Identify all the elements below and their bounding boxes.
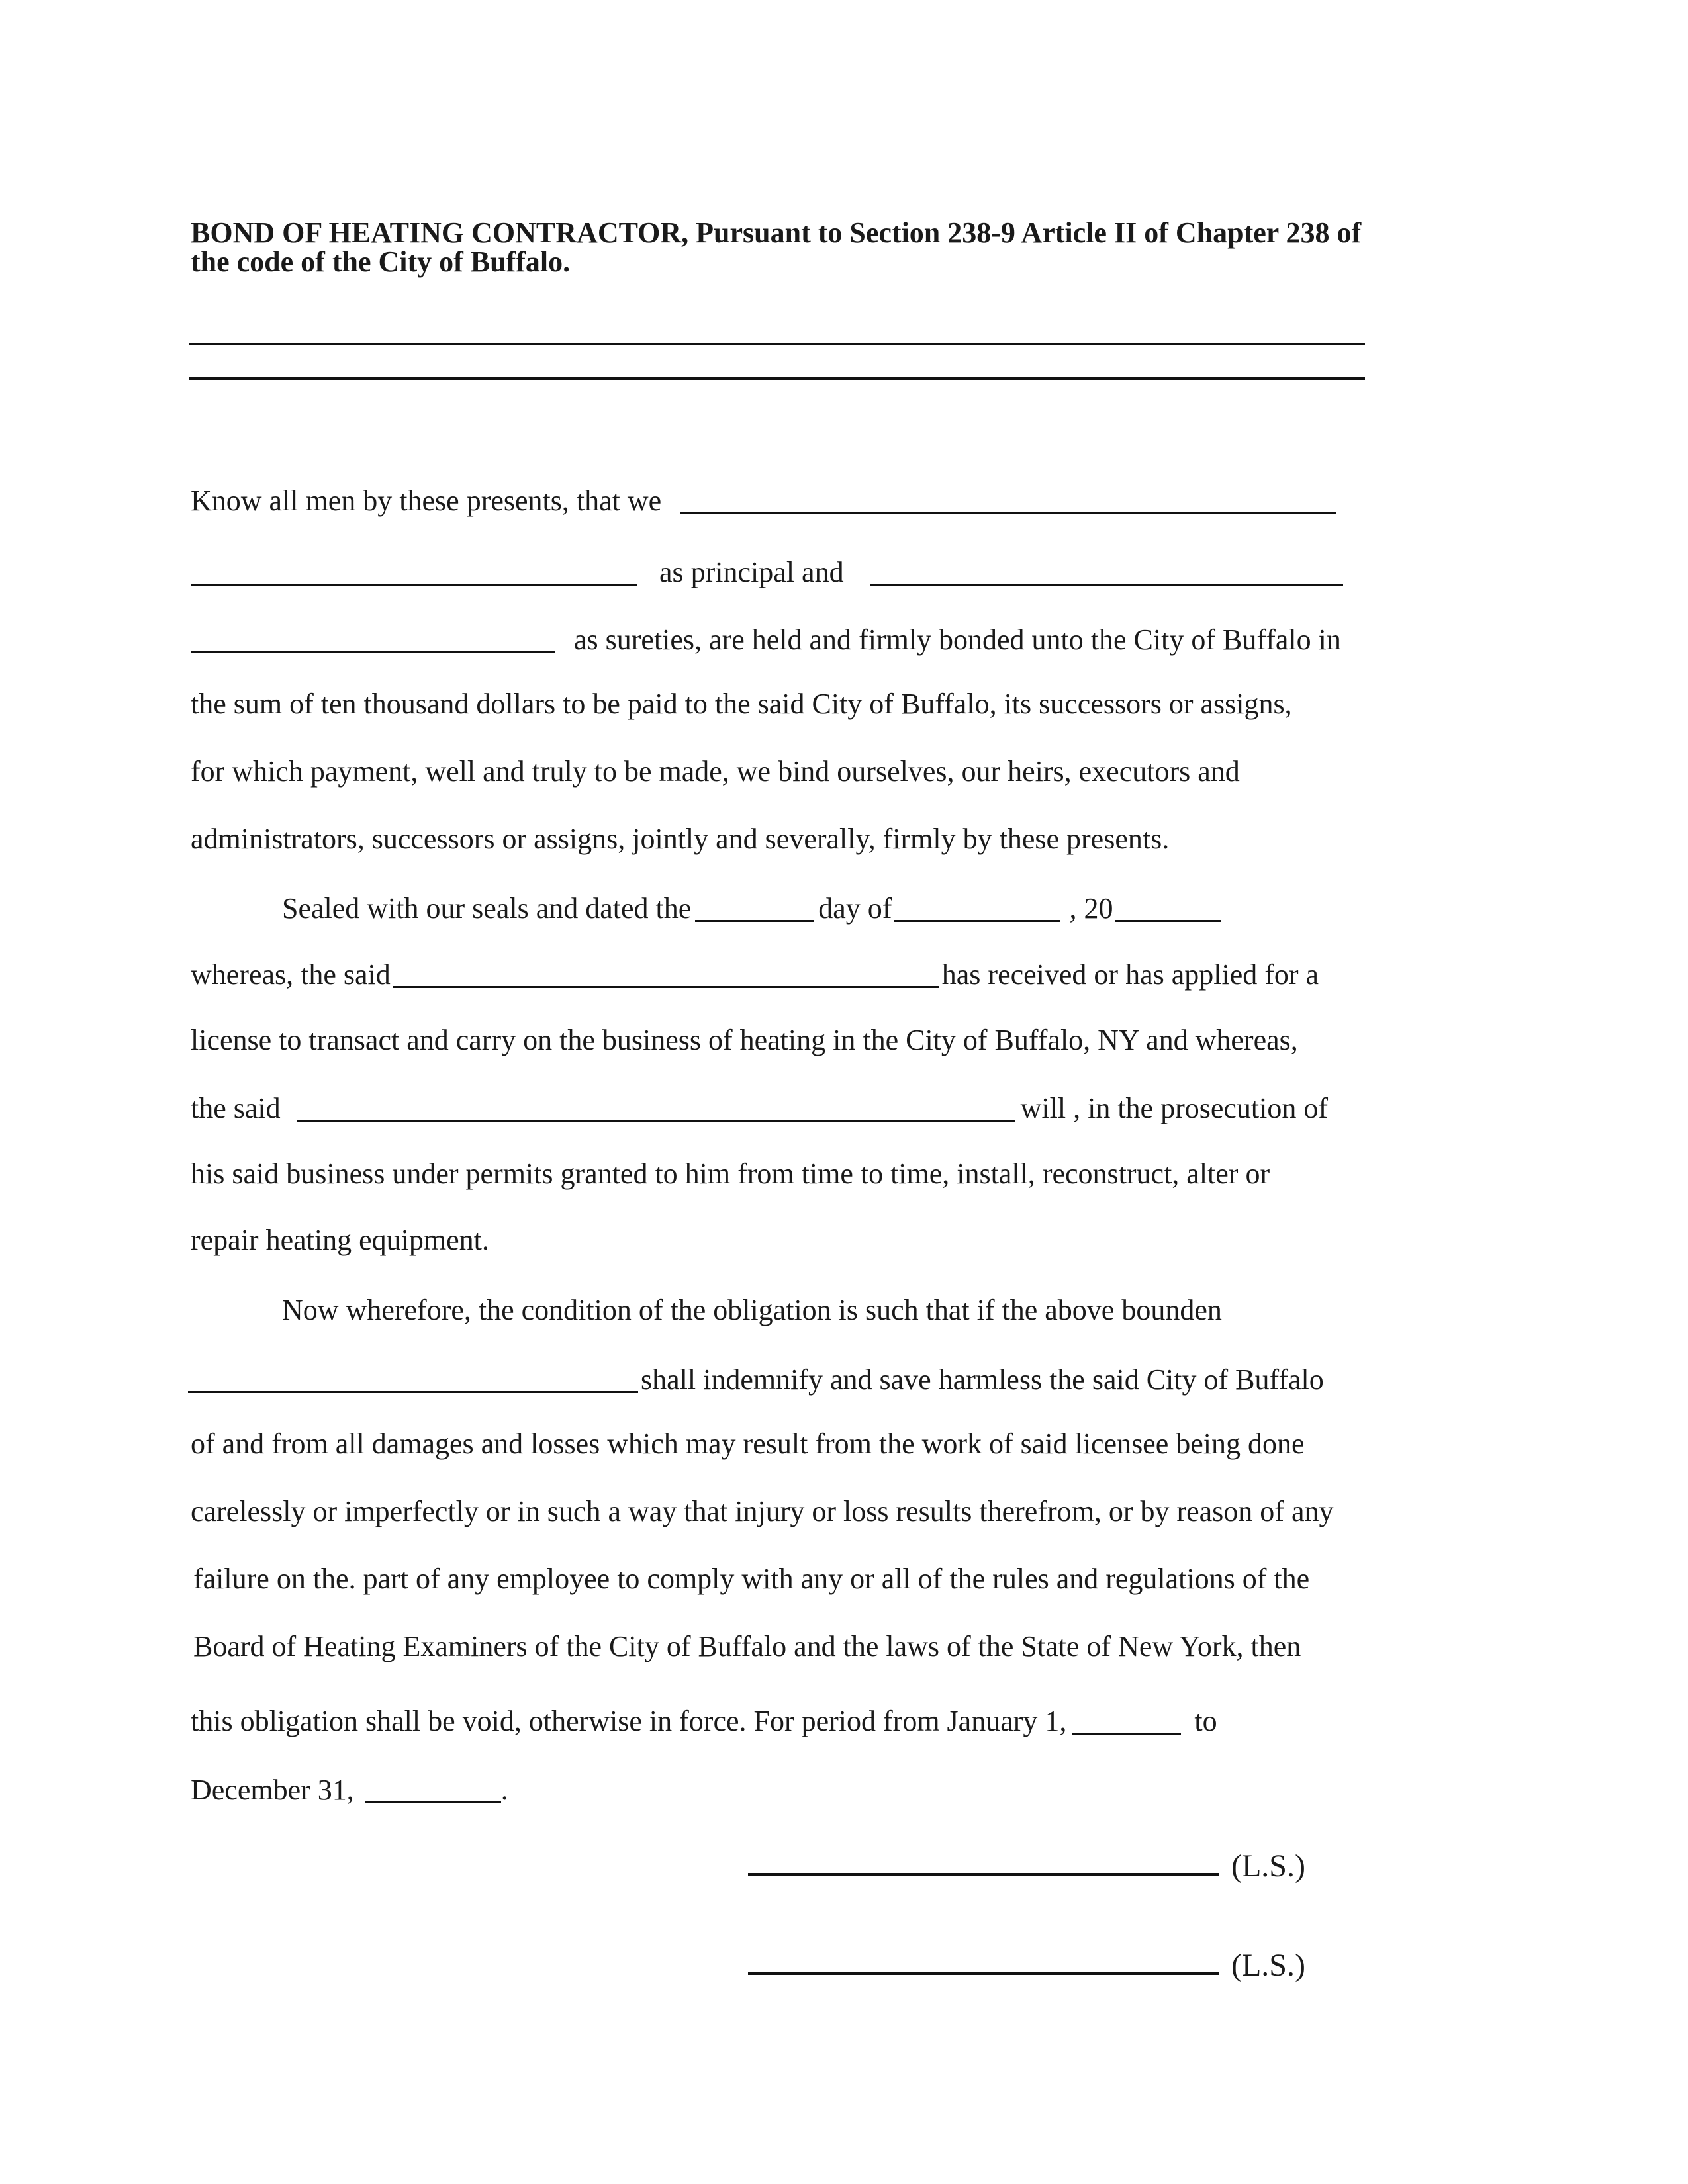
surety-name-blank-2[interactable] (191, 622, 555, 653)
body-line: Board of Heating Examiners of the City of Buffalo and the laws of the State of New York, then (193, 1630, 1301, 1662)
body-line: his said business under permits granted to him from time to time, install, reconstruct, alter or (191, 1158, 1270, 1190)
body-line: Now wherefore, the condition of the obligation is such that if the above bounden (282, 1294, 1222, 1326)
body-line: failure on the. part of any employee to comply with any or all of the rules and regulations of the (193, 1563, 1310, 1595)
body-line: whereas, the said has received or has applied for a (191, 958, 1319, 991)
seal-label-1: (L.S.) (1231, 1848, 1305, 1884)
seal-label-2: (L.S.) (1231, 1948, 1305, 1983)
document-title (191, 218, 1369, 277)
body-line: carelessly or imperfectly or in such a way that injury or loss results therefrom, or by reason of any (191, 1495, 1334, 1527)
header-rule-2 (189, 377, 1365, 380)
bounden-name-blank[interactable] (188, 1362, 638, 1393)
principal-name-blank[interactable] (680, 483, 1336, 514)
body-line: for which payment, well and truly to be made, we bind ourselves, our heirs, executors and (191, 755, 1240, 788)
body-line: repair heating equipment. (191, 1224, 489, 1256)
licensee-name-blank-2[interactable] (297, 1091, 1015, 1122)
licensee-name-blank[interactable] (393, 957, 939, 988)
header-rule-1 (189, 343, 1365, 345)
body-line: the sum of ten thousand dollars to be paid to the said City of Buffalo, its successors or assigns, (191, 688, 1292, 720)
body-line: December 31, . (191, 1774, 508, 1806)
principal-name-blank-2[interactable] (191, 555, 637, 586)
body-line: of and from all damages and losses which may result from the work of said licensee being done (191, 1428, 1305, 1460)
title-line-2: the code of the City of Buffalo. (191, 246, 571, 278)
body-line: license to transact and carry on the business of heating in the City of Buffalo, NY and whereas, (191, 1024, 1298, 1056)
body-line: Know all men by these presents, that we (191, 479, 1336, 519)
day-blank[interactable] (695, 891, 814, 922)
body-line: this obligation shall be void, otherwise in force. For period from January 1, to (191, 1705, 1217, 1737)
body-line: as sureties, are held and firmly bonded unto the City of Buffalo in (191, 618, 1341, 658)
title-line-1: BOND OF HEATING CONTRACTOR, Pursuant to Section 238-9 Article II of Chapter 238 of (191, 216, 1362, 249)
period-end-year-blank[interactable] (365, 1772, 501, 1803)
surety-name-blank[interactable] (870, 555, 1343, 586)
year-blank[interactable] (1115, 891, 1221, 922)
signature-line-2[interactable] (748, 1972, 1219, 1975)
body-line: Sealed with our seals and dated the day of , 20 (282, 887, 1221, 927)
body-line: as principal and (191, 551, 1343, 590)
body-line: the said will , in the prosecution of (191, 1092, 1329, 1124)
month-blank[interactable] (894, 891, 1060, 922)
signature-line-1[interactable] (748, 1873, 1219, 1876)
body-line: administrators, successors or assigns, jointly and severally, firmly by these presents. (191, 823, 1170, 855)
period-start-year-blank[interactable] (1072, 1704, 1181, 1735)
body-line: shall indemnify and save harmless the said City of Buffalo (188, 1358, 1324, 1398)
